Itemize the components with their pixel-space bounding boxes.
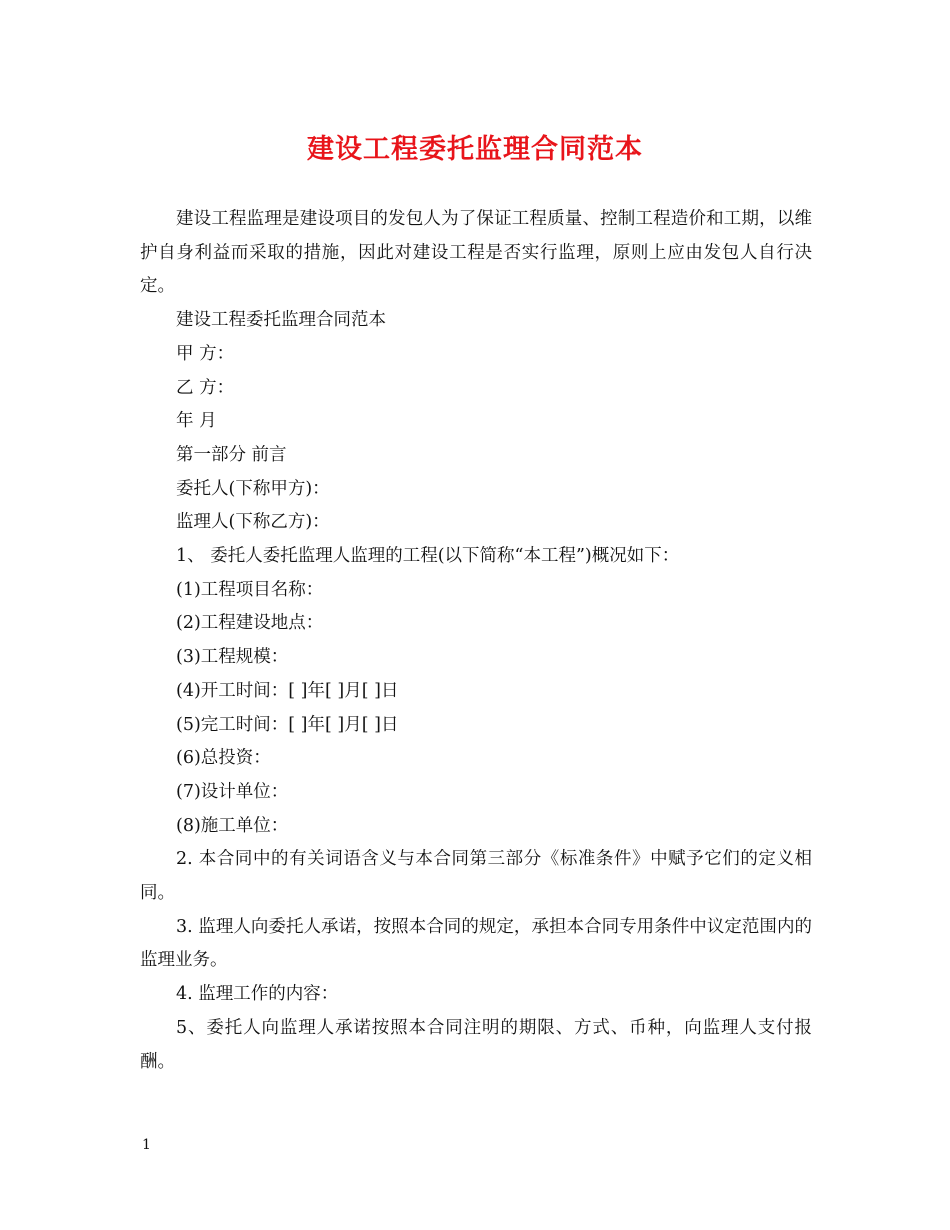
supervisor-line: 监理人(下称乙方)： [176,512,330,533]
party-b-line: 乙 方： [176,377,235,398]
project-location-line: (2)工程建设地点： [176,613,324,634]
principal-line: 委托人(下称甲方)： [176,478,330,499]
document-title: 建设工程委托监理合同范本 [307,134,643,165]
clause-4: 4. 监理工作的内容： [176,984,339,1005]
total-investment-line: (6)总投资： [176,748,271,769]
page-number: 1 [142,1137,151,1153]
completion-date-line: (5)完工时间：[ ]年[ ]月[ ]日 [176,714,399,735]
project-name-line: (1)工程项目名称： [176,579,324,600]
part-one-heading: 第一部分 前言 [176,444,287,465]
start-date-line: (4)开工时间：[ ]年[ ]月[ ]日 [176,680,399,701]
clause-1: 1、 委托人委托监理人监理的工程(以下简称“本工程”)概况如下： [176,546,680,567]
project-scale-line: (3)工程规模： [176,647,289,668]
date-line: 年 月 [176,411,217,432]
party-a-line: 甲 方： [176,343,235,364]
design-unit-line: (7)设计单位： [176,781,289,802]
contract-heading: 建设工程委托监理合同范本 [176,310,386,331]
construction-unit-line: (8)施工单位： [176,815,289,836]
clause-2: 2. 本合同中的有关词语含义与本合同第三部分《标准条件》中赋予它们的定义相同。 [140,849,812,904]
clause-3: 3. 监理人向委托人承诺，按照本合同的规定，承担本合同专用条件中议定范围内的监理业务。 [140,916,812,971]
clause-5: 5、委托人向监理人承诺按照本合同注明的期限、方式、币种，向监理人支付报酬。 [140,1017,812,1072]
document-body [140,203,812,1079]
intro-paragraph: 建设工程监理是建设项目的发包人为了保证工程质量、控制工程造价和工期，以维护自身利益而采取的措施，因此对建设工程是否实行监理，原则上应由发包人自行决定。 [140,209,812,297]
